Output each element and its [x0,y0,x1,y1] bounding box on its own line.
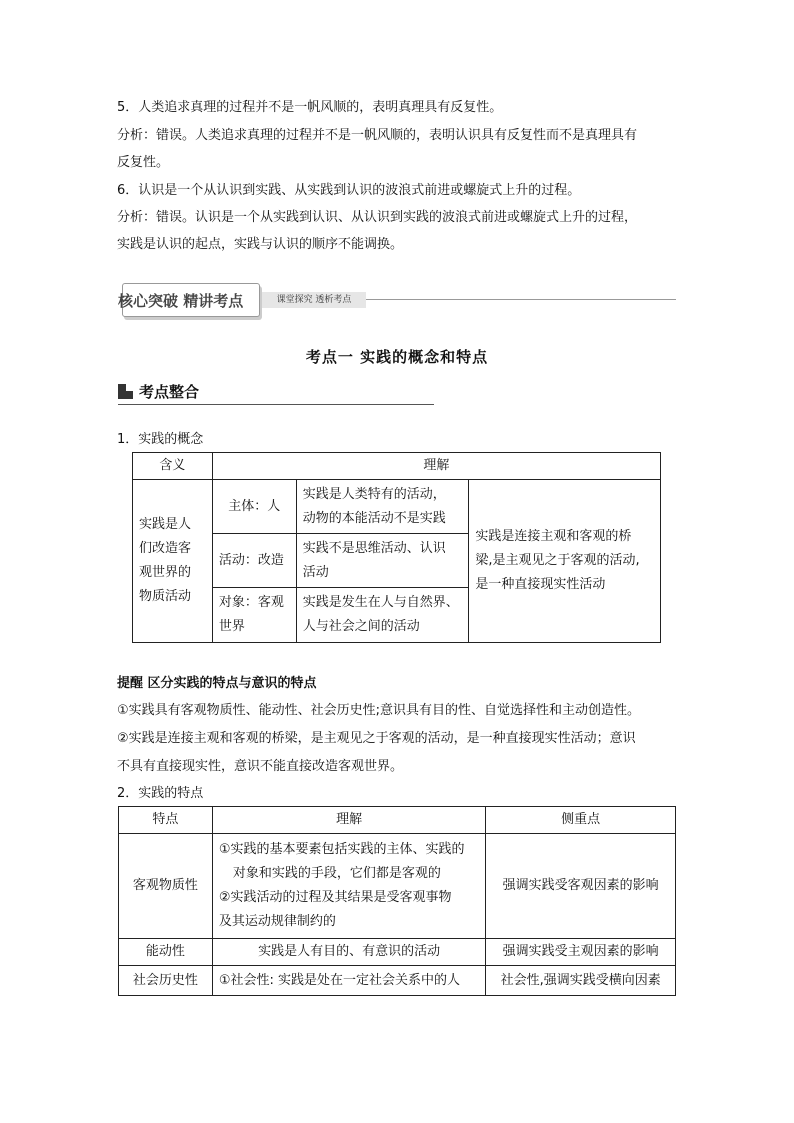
table1-header-meaning: 含义 [133,453,213,480]
table1-row-value [296,534,469,588]
value-line: 动物的本能活动不是实践 [302,510,446,526]
table1-meaning-cell [133,480,213,643]
table2-row-focus: 强调实践受主观因素的影响 [486,939,676,966]
answer-6-line2: 实践是认识的起点，实践与认识的顺序不能调换。 [117,237,404,252]
heading-divider [118,404,434,405]
features-table [118,806,676,996]
table2-label: 2．实践的特点 [117,786,204,801]
value-line: 实践不是思维活动、认识 [302,540,446,556]
meaning-line: 实践是人 [139,517,192,532]
tip-line1: ①实践具有客观物质性、能动性、社会历史性;意识具有目的性、自觉选择性和主动创造性。 [117,703,641,718]
key-line: 世界 [218,619,245,634]
table2-header-feature: 特点 [119,807,213,834]
table1-row-key [212,588,296,643]
value-line: 活动 [302,564,329,580]
meaning-line: 观世界的 [139,565,192,580]
value-line: 对象和实践的手段，它们都是客观的 [232,866,441,881]
value-line: ①实践的基本要素包括实践的主体、实践的 [218,842,465,857]
answer-5-line1: 分析：错误。人类追求真理的过程并不是一帆风顺的，表明认识具有反复性而不是真理具有 [117,128,638,143]
table2-header-understanding: 理解 [212,807,486,834]
square-icon-notch [126,384,133,391]
banner-title: 核心突破 精讲考点 [118,292,244,310]
table1-label: 1．实践的概念 [117,432,204,447]
banner-subtitle: 课堂探究 透析考点 [262,292,366,308]
question-5: 5．人类追求真理的过程并不是一帆风顺的，表明真理具有反复性。 [117,100,503,115]
summary-line: 是一种直接现实性活动 [475,577,606,592]
value-line: 实践是人类特有的活动， [302,486,446,502]
answer-5-line2: 反复性。 [117,155,170,170]
section-title: 考点一 实践的概念和特点 [305,348,489,366]
table2-header-focus: 侧重点 [486,807,676,834]
table1-header-understanding: 理解 [212,453,660,480]
banner-divider [366,299,676,300]
table1-summary-cell [469,480,661,643]
table2-row-key: 社会历史性 [119,966,213,996]
table2-row-focus: 社会性,强调实践受横向因素 [486,966,676,996]
concept-table [132,452,661,643]
value-line: 及其运动规律制约的 [218,914,336,929]
value-line: ②实践活动的过程及其结果是受客观事物 [218,890,452,905]
table1-row-value [296,480,469,534]
meaning-line: 物质活动 [139,589,192,604]
answer-6-line1: 分析：错误。认识是一个从实践到认识、从认识到实践的波浪式前进或螺旋式上升的过程， [117,210,638,225]
summary-line: 梁,是主观见之于客观的活动, [475,553,640,568]
meaning-line: 们改造客 [139,541,192,556]
table2-row-key: 客观物质性 [119,834,213,939]
table2-row-value: 实践是人有目的、有意识的活动 [212,939,486,966]
table1-row-value [296,588,469,643]
table2-row-key: 能动性 [119,939,213,966]
key-line: 对象：客观 [218,595,284,610]
tip-title: 提醒 区分实践的特点与意识的特点 [117,676,317,691]
subsection-heading: 考点整合 [139,383,200,401]
table1-row-key: 主体：人 [212,480,296,534]
table2-row-value: ①社会性: 实践是处在一定社会关系中的人 [212,966,486,996]
summary-line: 实践是连接主观和客观的桥 [475,529,632,544]
table2-row-focus: 强调实践受客观因素的影响 [486,834,676,939]
question-6: 6．认识是一个从认识到实践、从实践到认识的波浪式前进或螺旋式上升的过程。 [117,183,581,198]
tip-line2: ②实践是连接主观和客观的桥梁，是主观见之于客观的活动，是一种直接现实性活动；意识 [117,731,636,746]
tip-line3: 不具有直接现实性，意识不能直接改造客观世界。 [117,759,404,774]
table1-row-key: 活动：改造 [212,534,296,588]
table2-row-value [212,834,486,939]
value-line: 人与社会之间的活动 [302,619,420,634]
value-line: 实践是发生在人与自然界、 [302,595,459,610]
